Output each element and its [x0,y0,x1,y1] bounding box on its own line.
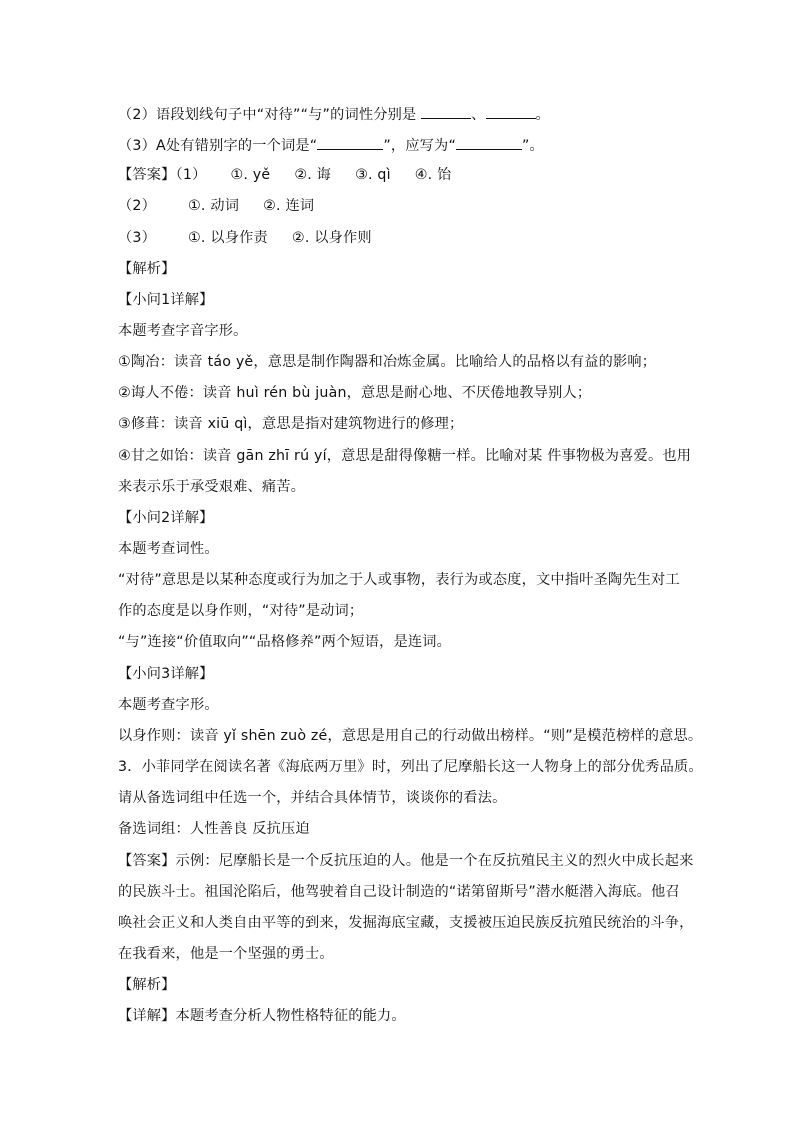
sub2-title: 【小问2详解】 [118,510,214,526]
question-3-text-2: 请从备选词组中任选一个，并结合具体情节，谈谈你的看法。 [118,790,507,806]
question-3-options: 备选词组：人性善良 反抗压迫 [118,821,310,837]
answer-q3-line-4: 在我看来，他是一个坚强的勇士。 [118,946,334,962]
answer-1-item-3: ③. qì [355,167,391,183]
question-3-text-1: 3．小菲同学在阅读名著《海底两万里》时，列出了尼摩船长这一人物身上的部分优秀品质。 [118,759,703,775]
answer-1-item-2: ②. 诲 [294,167,332,183]
sub1-item-2: ②诲人不倦：读音 huì rén bù juàn，意思是耐心地、不厌倦地教导别人； [118,385,592,401]
sub2-item-2: 作的态度是以身作则，“对待”是动词； [118,603,364,619]
sub2-item-3: “与”连接“价值取向”“品格修养”两个短语，是连词。 [118,634,452,650]
answer-1-item-1: ①. yě [230,167,271,183]
sub1-item-4: ④甘之如饴：读音 gān zhī rú yí，意思是甜得像糖一样。比喻对某 件事物极为喜爱。也用 [118,448,692,464]
question-2-line [118,104,550,125]
detail-line: 【详解】本题考查分析人物性格特征的能力。 [118,1008,406,1024]
sub1-item-1: ①陶冶：读音 táo yě，意思是制作陶器和冶炼金属。比喻给人的品格以有益的影响； [118,354,657,370]
q3-blank-1 [317,135,383,150]
answer-q3-line-3: 唤社会正义和人类自由平等的到来，发掘海底宝藏，支援被压迫民族反抗殖民统治的斗争， [118,915,694,931]
q2-suffix: 。 [535,107,550,123]
sub3-title: 【小问3详解】 [118,666,214,682]
question-3-line [118,135,544,156]
sub3-item: 以身作则：读音 yǐ shēn zuò zé，意思是用自己的行动做出榜样。“则”是模范榜样的意思。 [118,728,703,744]
answer-3-num: （3） [118,230,157,246]
answer-3-line [118,228,372,248]
answer-2-item-1: ①. 动词 [188,198,240,214]
sub1-intro: 本题考查字音字形。 [118,323,248,339]
sub2-item-1: “对待”意思是以某种态度或行为加之于人或事物，表行为或态度，文中指叶圣陶先生对工 [118,572,680,588]
answer-2-line [118,196,314,216]
q2-prefix: （2）语段划线句子中“对待”“与”的词性分别是 [118,107,422,123]
answer-2-num: （2） [118,198,157,214]
q2-sep: 、 [471,107,486,123]
sub3-intro: 本题考查字形。 [118,697,219,713]
sub1-item-3: ③修葺：读音 xiū qì，意思是指对建筑物进行的修理； [118,416,464,432]
q3-suffix: ”。 [522,138,544,154]
answer-q3-line-1: 【答案】示例：尼摩船长是一个反抗压迫的人。他是一个在反抗殖民主义的烈火中成长起来 [118,853,694,869]
answer-1-item-4: ④. 饴 [414,167,452,183]
answer-3-item-1: ①. 以身作责 [188,230,268,246]
q2-blank-2 [486,104,536,119]
q3-blank-2 [456,135,522,150]
answer-3-item-2: ②. 以身作则 [291,230,372,246]
analysis-heading-1: 【解析】 [118,261,176,277]
sub1-item-5: 来表示乐于承受艰难、痛苦。 [118,479,306,495]
sub1-title: 【小问1详解】 [118,292,214,308]
q3-prefix: （3）A处有错别字的一个词是“ [118,138,318,154]
sub2-intro: 本题考查词性。 [118,541,219,557]
analysis-heading-2: 【解析】 [118,977,176,993]
q2-blank-1 [421,104,471,119]
answer-1-line [118,165,451,185]
answer-2-item-2: ②. 连词 [263,198,315,214]
q3-mid: ”，应写为“ [383,138,456,154]
answer-q3-line-2: 的民族斗士。祖国沦陷后，他驾驶着自己设计制造的“诺第留斯号”潜水艇潜入海底。他召 [118,884,680,900]
answer-label: 【答案】（1） [118,167,207,183]
